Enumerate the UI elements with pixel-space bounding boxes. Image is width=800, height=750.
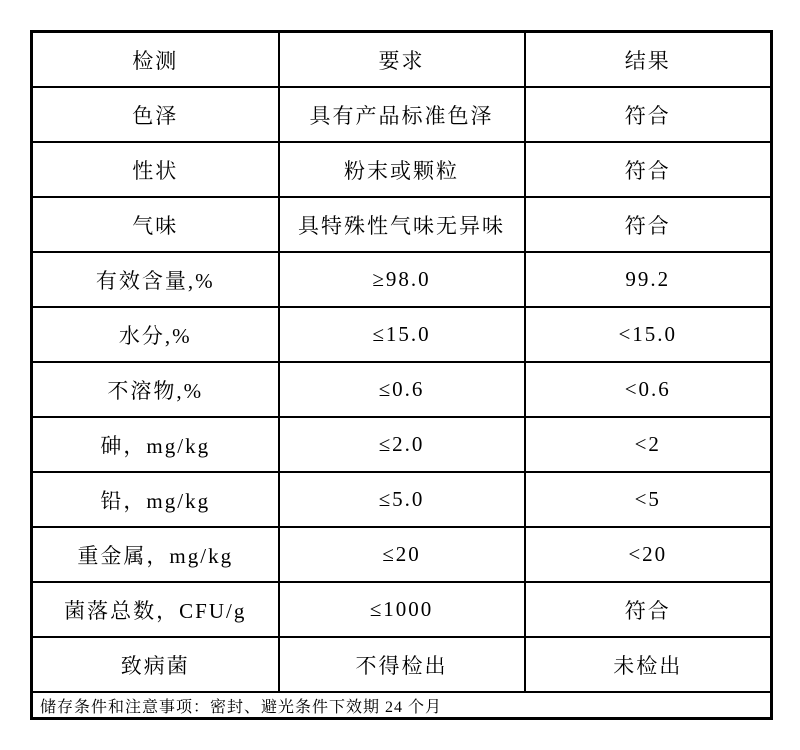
table-row (32, 362, 772, 417)
header-cell-requirement: 要求 (279, 32, 525, 88)
header-cell-result: 结果 (525, 32, 772, 88)
cell-requirement: ≥98.0 (279, 252, 525, 307)
cell-test: 色泽 (32, 87, 279, 142)
table-row (32, 472, 772, 527)
table-row (32, 527, 772, 582)
header-cell-test: 检测 (32, 32, 279, 88)
cell-result: 符合 (525, 87, 772, 142)
cell-test: 重金属，mg/kg (32, 527, 279, 582)
cell-result: 符合 (525, 142, 772, 197)
cell-test: 有效含量,% (32, 252, 279, 307)
table-row (32, 307, 772, 362)
cell-requirement: ≤5.0 (279, 472, 525, 527)
table-header-row (32, 32, 772, 88)
cell-requirement: 粉末或颗粒 (279, 142, 525, 197)
cell-result: 符合 (525, 582, 772, 637)
table-row (32, 417, 772, 472)
cell-test: 铅，mg/kg (32, 472, 279, 527)
cell-test: 不溶物,% (32, 362, 279, 417)
cell-result: <20 (525, 527, 772, 582)
table-row (32, 197, 772, 252)
qc-spec-table (30, 30, 773, 720)
cell-test: 菌落总数，CFU/g (32, 582, 279, 637)
cell-requirement: ≤0.6 (279, 362, 525, 417)
cell-result: 99.2 (525, 252, 772, 307)
storage-note: 储存条件和注意事项：密封、避光条件下效期 24 个月 (32, 692, 772, 719)
cell-test: 气味 (32, 197, 279, 252)
storage-note-row (32, 692, 772, 719)
cell-requirement: ≤1000 (279, 582, 525, 637)
cell-requirement: 具有产品标准色泽 (279, 87, 525, 142)
cell-requirement: ≤20 (279, 527, 525, 582)
table-row (32, 252, 772, 307)
cell-test: 砷，mg/kg (32, 417, 279, 472)
cell-requirement: ≤15.0 (279, 307, 525, 362)
table-body (32, 87, 772, 692)
cell-test: 致病菌 (32, 637, 279, 692)
cell-result: <5 (525, 472, 772, 527)
cell-requirement: 不得检出 (279, 637, 525, 692)
cell-requirement: ≤2.0 (279, 417, 525, 472)
cell-result: 符合 (525, 197, 772, 252)
cell-test: 性状 (32, 142, 279, 197)
cell-test: 水分,% (32, 307, 279, 362)
cell-result: <2 (525, 417, 772, 472)
cell-result: 未检出 (525, 637, 772, 692)
cell-requirement: 具特殊性气味无异味 (279, 197, 525, 252)
table-row (32, 87, 772, 142)
table-row (32, 637, 772, 692)
table-row (32, 142, 772, 197)
cell-result: <15.0 (525, 307, 772, 362)
cell-result: <0.6 (525, 362, 772, 417)
table-row (32, 582, 772, 637)
